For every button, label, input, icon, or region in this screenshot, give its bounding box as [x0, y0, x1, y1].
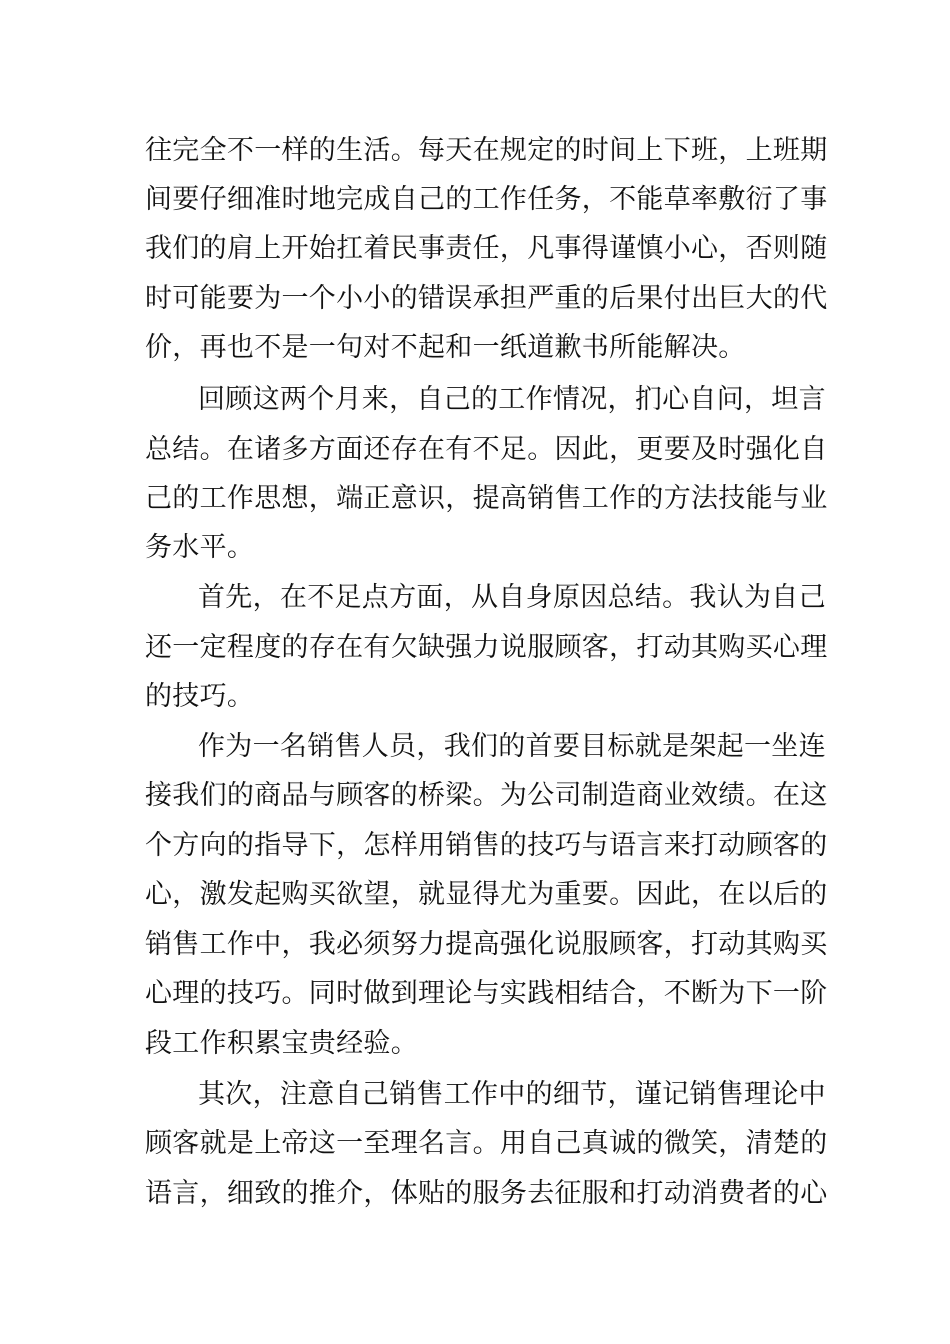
- text-line: 往完全不一样的生活。每天在规定的时间上下班，上班期: [145, 135, 828, 166]
- text-line: 的技巧。: [145, 681, 255, 712]
- text-line: 段工作积累宝贵经验。: [145, 1028, 418, 1059]
- text-line: 间要仔细准时地完成自己的工作任务，不能草率敷衍了事: [145, 184, 828, 215]
- text-line: 总结。在诸多方面还存在有不足。因此，更要及时强化自: [145, 434, 828, 465]
- text-line: 接我们的商品与顾客的桥梁。为公司制造商业效绩。在这: [145, 780, 828, 811]
- text-line: 顾客就是上帝这一至理名言。用自己真诚的微笑，清楚的: [145, 1128, 828, 1159]
- text-line: 己的工作思想，端正意识，提高销售工作的方法技能与业: [145, 483, 828, 514]
- paragraph-first-line: 作为一名销售人员，我们的首要目标就是架起一坐连: [198, 731, 826, 762]
- text-line: 销售工作中，我必须努力提高强化说服顾客，打动其购买: [145, 929, 828, 960]
- paragraph-first-line: 回顾这两个月来，自己的工作情况，扪心自问，坦言: [198, 384, 826, 415]
- paragraph-first-line: 其次，注意自己销售工作中的细节，谨记销售理论中: [198, 1079, 826, 1110]
- text-line: 时可能要为一个小小的错误承担严重的后果付出巨大的代: [145, 283, 828, 314]
- text-line: 还一定程度的存在有欠缺强力说服顾客，打动其购买心理: [145, 632, 828, 663]
- text-line: 价，再也不是一句对不起和一纸道歉书所能解决。: [145, 332, 746, 363]
- text-line: 我们的肩上开始扛着民事责任，凡事得谨慎小心，否则随: [145, 233, 828, 264]
- text-line: 心，激发起购买欲望，就显得尤为重要。因此，在以后的: [145, 879, 828, 910]
- text-line: 心理的技巧。同时做到理论与实践相结合，不断为下一阶: [145, 978, 828, 1009]
- paragraph-first-line: 首先，在不足点方面，从自身原因总结。我认为自己: [198, 582, 826, 613]
- text-line: 个方向的指导下，怎样用销售的技巧与语言来打动顾客的: [145, 830, 828, 861]
- text-line: 语言，细致的推介，体贴的服务去征服和打动消费者的心: [145, 1178, 828, 1209]
- text-line: 务水平。: [145, 532, 255, 563]
